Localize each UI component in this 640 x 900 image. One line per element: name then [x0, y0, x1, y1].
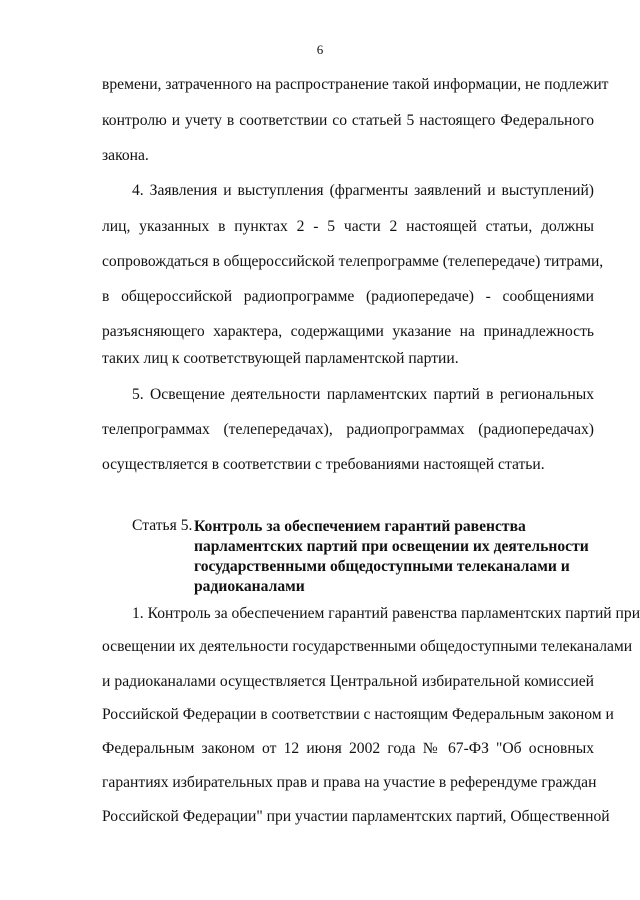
- article-title-line: радиоканалами: [194, 578, 305, 595]
- body-text-line: телепрограммах (телепередачах), радиопрограммах (радиопередачах): [102, 421, 594, 438]
- article-title-line: государственными общедоступными телеканалами и: [194, 558, 570, 575]
- body-text-line: осуществляется в соответствии с требованиями настоящей статьи.: [102, 456, 545, 473]
- body-text-line: времени, затраченного на распространение такой информации, не подлежит: [102, 76, 609, 93]
- body-text-line: Российской Федерации в соответствии с настоящим Федеральным законом и: [102, 706, 614, 723]
- article-title-line: Контроль за обеспечением гарантий равенства: [194, 518, 526, 535]
- body-text-line: гарантиях избирательных прав и права на участие в референдуме граждан: [102, 774, 597, 791]
- article-number: Статья 5.: [132, 517, 193, 534]
- body-text-line: таких лиц к соответствующей парламентской партии.: [102, 350, 459, 367]
- body-text-line: 5. Освещение деятельности парламентских партий в региональных: [132, 386, 594, 403]
- body-text-line: контролю и учету в соответствии со статьей 5 настоящего Федерального: [102, 112, 594, 129]
- body-text-line: 1. Контроль за обеспечением гарантий равенства парламентских партий при: [132, 605, 640, 622]
- body-text-line: Федеральным законом от 12 июня 2002 года № 67-ФЗ "Об основных: [102, 740, 594, 757]
- body-text-line: Российской Федерации" при участии парламентских партий, Общественной: [102, 808, 610, 825]
- body-text-line: лиц, указанных в пунктах 2 - 5 части 2 настоящей статьи, должны: [102, 218, 594, 235]
- body-text-line: сопровождаться в общероссийской телепрограмме (телепередаче) титрами,: [102, 253, 604, 270]
- article-title-line: парламентских партий при освещении их деятельности: [194, 538, 589, 555]
- body-text-line: освещении их деятельности государственными общедоступными телеканалами: [102, 638, 633, 655]
- body-text-line: закона.: [102, 147, 149, 164]
- page-number: 6: [316, 42, 324, 57]
- body-text-line: в общероссийской радиопрограмме (радиопередаче) - сообщениями: [102, 288, 594, 305]
- body-text-line: и радиоканалами осуществляется Центральной избирательной комиссией: [102, 673, 594, 690]
- body-text-line: 4. Заявления и выступления (фрагменты заявлений и выступлений): [132, 182, 594, 199]
- body-text-line: разъясняющего характера, содержащими указание на принадлежность: [102, 323, 594, 340]
